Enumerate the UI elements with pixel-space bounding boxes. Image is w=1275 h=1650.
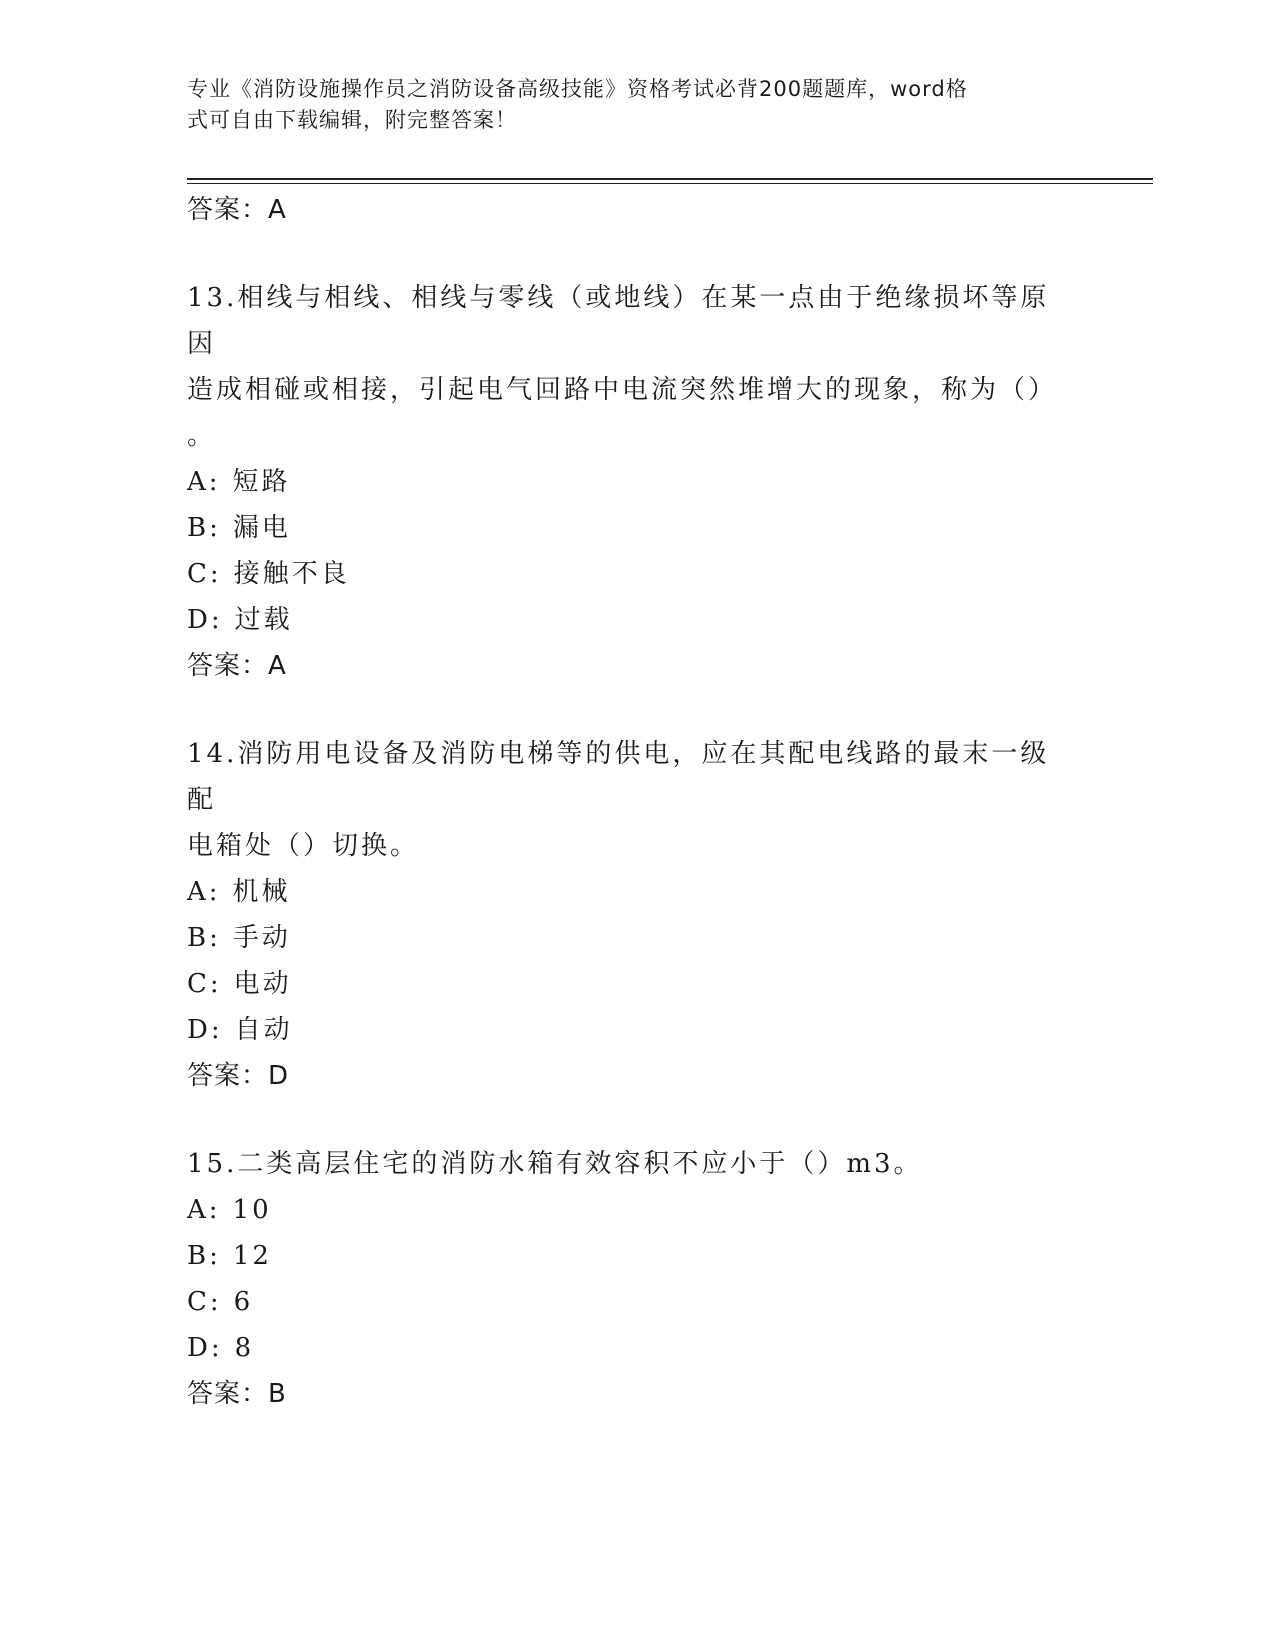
option-key: C: [187,559,222,589]
header-line-1: 专业《消防设施操作员之消防设备高级技能》资格考试必背200题题库，word格 [187,77,968,101]
option-text: 漏电 [232,513,291,543]
answer-line [187,1053,1087,1099]
question-stem-line: 14.消防用电设备及消防电梯等的供电，应在其配电线路的最末一级配 [187,739,1050,815]
option-key: B: [187,513,221,543]
header-line-2: 式可自由下载编辑，附完整答案！ [187,108,517,132]
answer-value: A [268,195,287,225]
question-stem-line: 13.相线与相线、相线与零线（或地线）在某一点由于绝缘损坏等原因 [187,283,1050,359]
document-body [187,187,1087,1417]
question-stem-line: 。 [187,421,217,451]
answer-label: 答案： [187,651,269,681]
question-13 [187,275,1087,689]
question-stem [187,731,1077,869]
answer-line [187,643,1087,689]
option-text: 短路 [232,467,291,497]
option-d [187,1007,1087,1053]
option-d [187,1325,1087,1371]
option-key: A: [187,467,221,497]
option-text: 8 [234,1333,255,1363]
option-b [187,505,1087,551]
document-header [187,74,1067,136]
answer-line [187,1371,1087,1417]
option-text: 12 [232,1241,272,1271]
option-key: D: [187,1015,223,1045]
option-key: A: [187,877,221,907]
option-c [187,961,1087,1007]
option-a [187,1187,1087,1233]
question-15 [187,1141,1087,1417]
option-b [187,1233,1087,1279]
option-key: C: [187,1287,222,1317]
option-key: A: [187,1195,221,1225]
answer-label: 答案： [187,1061,269,1091]
option-d [187,597,1087,643]
question-stem [187,1141,1077,1187]
answer-value: D [268,1061,290,1091]
option-text: 自动 [234,1015,293,1045]
option-b [187,915,1087,961]
question-stem-line: 15.二类高层住宅的消防水箱有效容积不应小于（）m3。 [187,1149,923,1179]
question-stem [187,275,1077,459]
option-text: 手动 [232,923,291,953]
header-divider-thin [187,183,1153,184]
answer-value: B [268,1379,287,1409]
option-text: 过载 [234,605,293,635]
option-c [187,1279,1087,1325]
option-c [187,551,1087,597]
option-a [187,459,1087,505]
option-key: D: [187,1333,223,1363]
answer-line [187,187,1087,233]
answer-label: 答案： [187,195,269,225]
option-text: 电动 [233,969,292,999]
option-text: 10 [232,1195,272,1225]
question-stem-line: 造成相碰或相接，引起电气回路中电流突然堆增大的现象，称为（） [187,375,1058,405]
option-key: D: [187,605,223,635]
option-key: B: [187,1241,221,1271]
question-stem-line: 电箱处（）切换。 [187,831,420,861]
option-a [187,869,1087,915]
option-text: 6 [233,1287,254,1317]
answer-label: 答案： [187,1379,269,1409]
header-divider-thick [187,178,1153,180]
option-text: 机械 [232,877,291,907]
option-key: B: [187,923,221,953]
question-14 [187,731,1087,1099]
option-key: C: [187,969,222,999]
answer-value: A [268,651,287,681]
option-text: 接触不良 [233,559,350,589]
